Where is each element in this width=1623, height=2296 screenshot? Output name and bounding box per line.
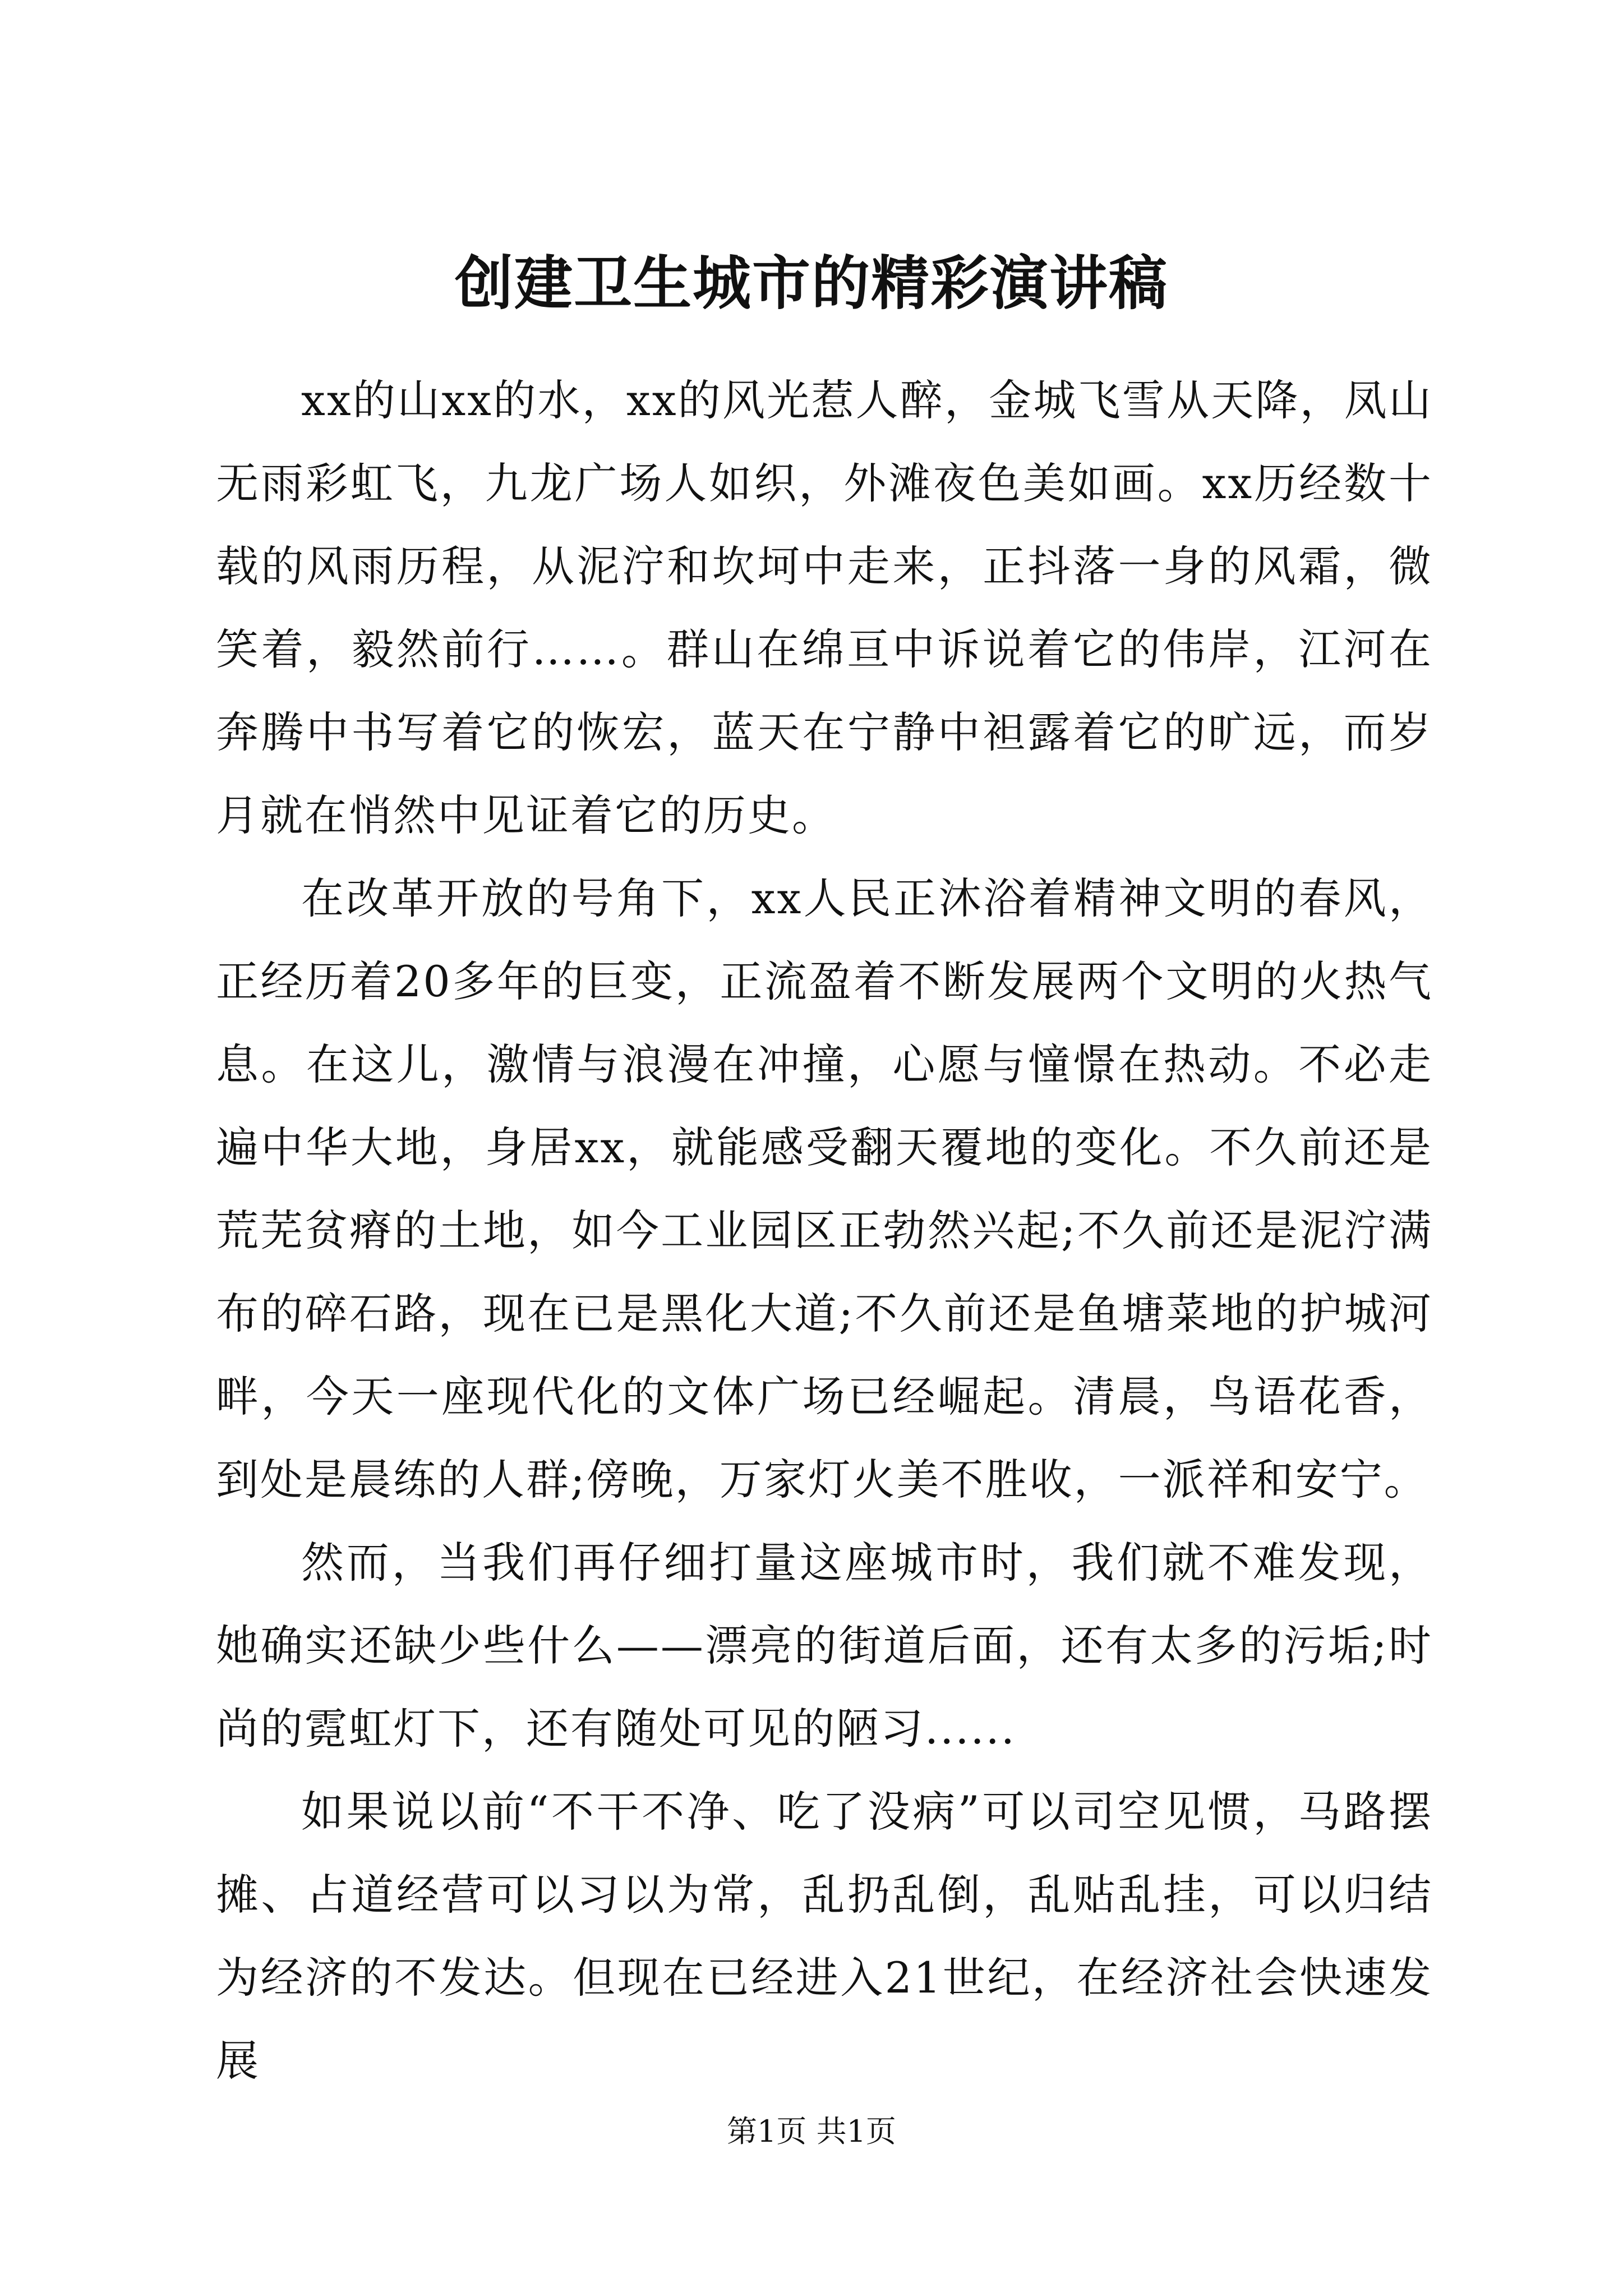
paragraph-4: 如果说以前“不干不净、吃了没病”可以司空见惯，马路摆摊、占道经营可以习以为常，乱扔乱倒，乱贴乱挂，可以归结为经济的不发达。但现在已经进入21世纪，在经济社会快速发展 bbox=[216, 1787, 1433, 2086]
paragraph-3: 然而，当我们再仔细打量这座城市时，我们就不难发现，她确实还缺少些什么——漂亮的街道后面，还有太多的污垢;时尚的霓虹灯下，还有随处可见的陋习...... bbox=[216, 1538, 1433, 1754]
document-body bbox=[216, 359, 1433, 2102]
paragraph-1: xx的山xx的水，xx的风光惹人醉，金城飞雪从天降，凤山无雨彩虹飞，九龙广场人如织，外滩夜色美如画。xx历经数十载的风雨历程，从泥泞和坎坷中走来，正抖落一身的风霜，微笑着，毅然前行……。群山在绵亘中诉说着它的伟岸，江河在奔腾中书写着它的恢宏，蓝天在宁静中袒露着它的旷远，而岁月就在悄然中见证着它的历史。 bbox=[216, 375, 1433, 840]
paragraph-2: 在改革开放的号角下，xx人民正沐浴着精神文明的春风，正经历着20多年的巨变，正流盈着不断发展两个文明的火热气息。在这儿，激情与浪漫在冲撞，心愿与憧憬在热动。不必走遍中华大地，身居xx，就能感受翻天覆地的变化。不久前还是荒芜贫瘠的土地，如今工业园区正勃然兴起;不久前还是泥泞满布的碎石路，现在已是黑化大道;不久前还是鱼塘菜地的护城河畔，今天一座现代化的文体广场已经崛起。清晨，鸟语花香，到处是晨练的人群;傍晚，万家灯火美不胜收，一派祥和安宁。 bbox=[216, 873, 1433, 1504]
document-title: 创建卫生城市的精彩演讲稿 bbox=[454, 249, 1168, 318]
page-footer: 第1页 共1页 bbox=[727, 2114, 896, 2149]
